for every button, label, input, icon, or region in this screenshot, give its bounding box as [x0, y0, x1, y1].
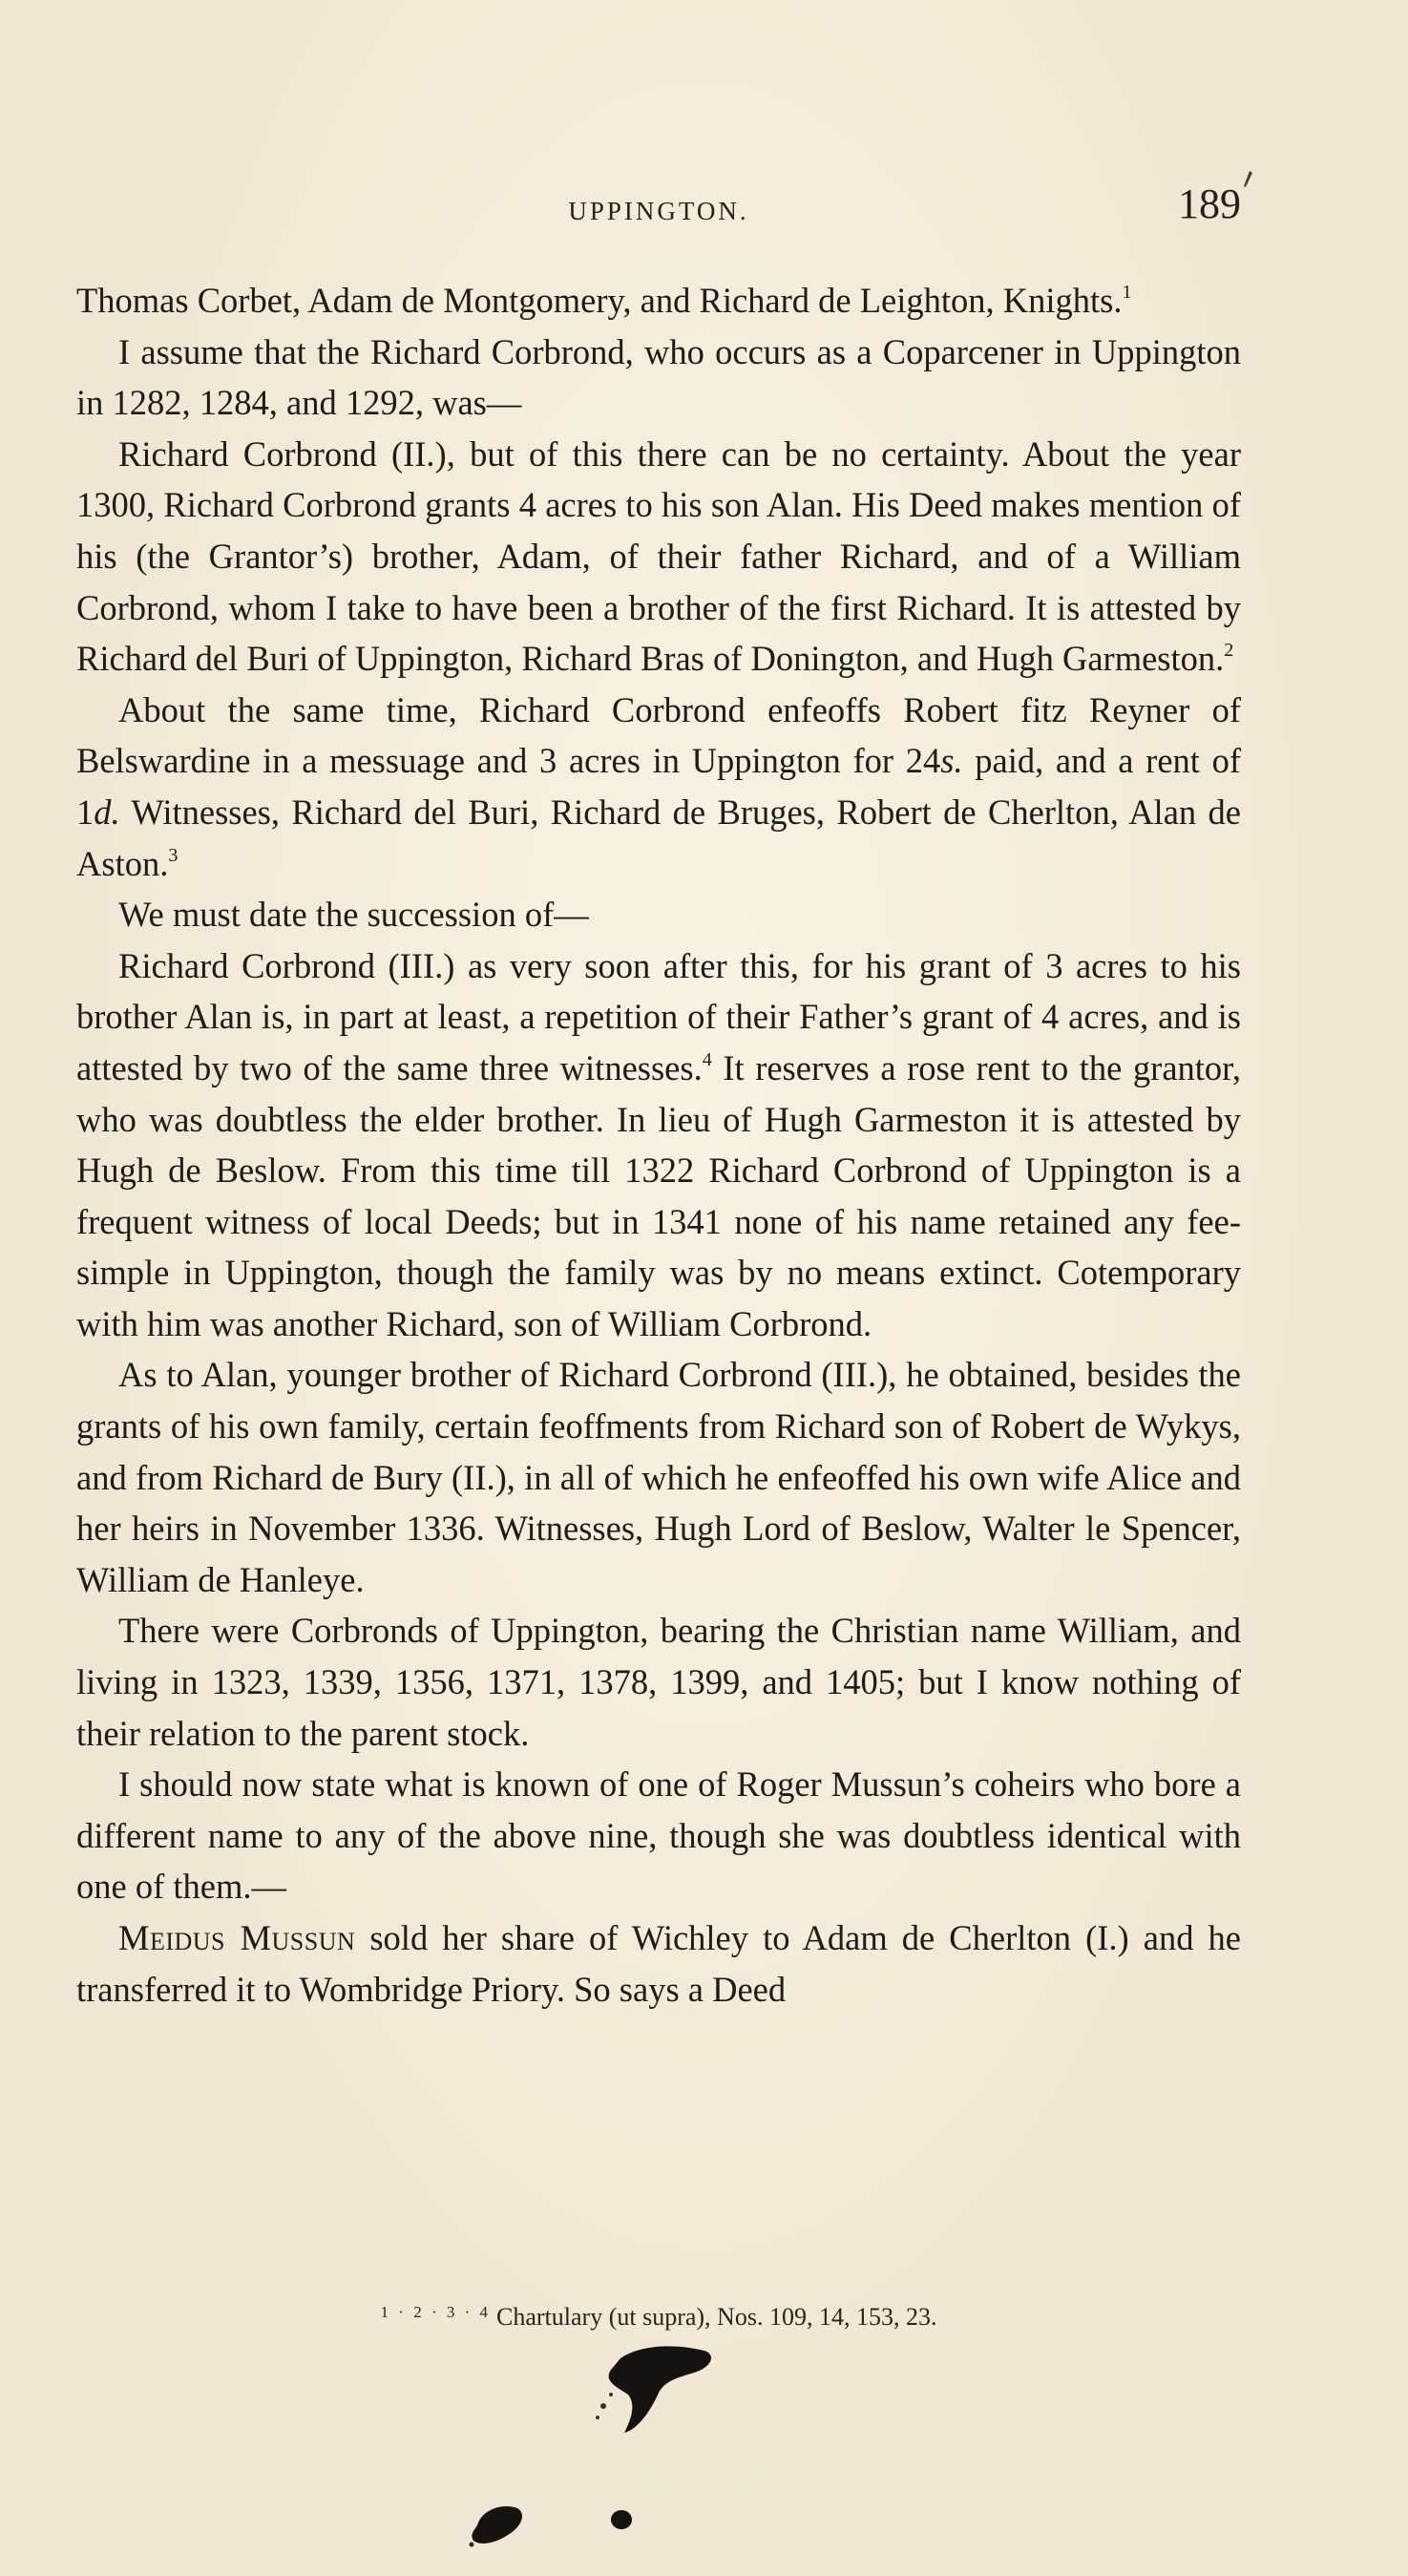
paragraph-2: I assume that the Richard Corbrond, who occurs as a Coparcener in Uppington in 1282, 1284, and 1292, was—	[76, 331, 1241, 423]
paragraph-3-text: Richard Corbrond (II.), but of this there can be no certainty. About the year 1300, Richard Corbrond grants 4 acres to his son Alan. His Deed makes mention of his (the Grantor’s) brother, Adam, of their father Richard, and of a William Corbrond, whom I take to have been a brother of the first Richard. It is attested by Richard del Buri of Uppington, Richard Bras of Donington, and Hugh Garmeston.	[76, 433, 1241, 679]
paragraph-4-part-e: Witnesses, Richard del Buri, Richard de Bruges, Robert de Cherlton, Alan de Aston.	[76, 792, 1241, 883]
paragraph-4-part-a: About the same time, Richard Corbrond enfeoffs Robert fitz Reyner of Belswardine in a messuage and 3 acres in Uppington for 24	[76, 689, 1241, 781]
paragraph-8: There were Corbronds of Uppington, bearing the Christian name William, and living in 1323, 1339, 1356, 1371, 1378, 1399, and 1405; but I know nothing of their relation to the parent stock.	[76, 1611, 1241, 1753]
paragraph-7: As to Alan, younger brother of Richard Corbrond (III.), he obtained, besides the grants of his own family, certain feoffments from Richard son of Robert de Wykys, and from Richard de Bury (II.), in all of which he enfeoffed his own wife Alice and her heirs in November 1336. Witnesses, Hugh Lord of Beslow, Walter le Spencer, William de Hanleye.	[76, 1355, 1241, 1599]
paragraph-6	[76, 940, 1241, 1350]
footnote-refs: 1 · 2 · 3 · 4	[380, 2303, 492, 2322]
footnote-ref-3: 3	[168, 844, 179, 866]
person-name-meidus-mussun: Meidus Mussun	[118, 1918, 356, 1957]
footnote	[76, 2303, 1241, 2332]
paragraph-10	[76, 1912, 1241, 2015]
paragraph-6-part-b: It reserves a rose rent to the grantor, who was doubtless the elder brother. In lieu of Hugh Garmeston it is attested by Hugh de Beslow. From this time till 1322 Richard Corbrond of Uppington is a frequent witness of local Deeds; but in 1341 none of his name retained any fee-simple in Uppington, though the family was by no means extinct. Cotemporary with him was another Richard, son of William Corbrond.	[76, 1047, 1242, 1343]
page-number: 189	[1178, 180, 1241, 227]
footnote-ref-1: 1	[1122, 281, 1132, 303]
body-text	[76, 275, 1241, 2015]
paragraph-4-part-c: paid, and a rent of 1	[76, 741, 1241, 832]
paragraph-4	[76, 685, 1241, 889]
paragraph-5: We must date the succession of—	[118, 895, 589, 935]
paragraph-3	[76, 429, 1241, 685]
paragraph-6-part-a: Richard Corbrond (III.) as very soon after this, for his grant of 3 acres to his brother Alan is, in part at least, a repetition of their Father’s grant of 4 acres, and is attested by two of the same three witnesses.	[76, 945, 1241, 1087]
paragraph-1	[76, 275, 1241, 327]
footnote-text: Chartulary (ut supra), Nos. 109, 14, 153, 23.	[496, 2303, 937, 2331]
footnote-ref-2: 2	[1224, 640, 1234, 662]
page-header	[76, 179, 1241, 237]
paragraph-9: I should now state what is known of one of Roger Mussun’s coheirs who bore a different name to any of the above nine, though she was doubtless identical with one of them.—	[76, 1764, 1241, 1907]
pence-abbr: d.	[94, 792, 120, 832]
paragraph-1-text: Thomas Corbet, Adam de Montgomery, and Richard de Leighton, Knights.	[76, 281, 1123, 320]
paragraph-10-text: sold her share of Wichley to Adam de Cherlton (I.) and he transferred it to Wombridge Priory. So says a Deed	[76, 1918, 1241, 2009]
shillings-abbr: s.	[940, 741, 963, 781]
ink-blot-large	[582, 2337, 725, 2442]
ink-mark-top-right	[1241, 170, 1254, 189]
ink-blot-dot	[607, 2505, 636, 2534]
ink-blot-small-left	[464, 2497, 531, 2550]
footnote-ref-4: 4	[702, 1048, 712, 1070]
running-head: UPPINGTON.	[568, 197, 749, 225]
